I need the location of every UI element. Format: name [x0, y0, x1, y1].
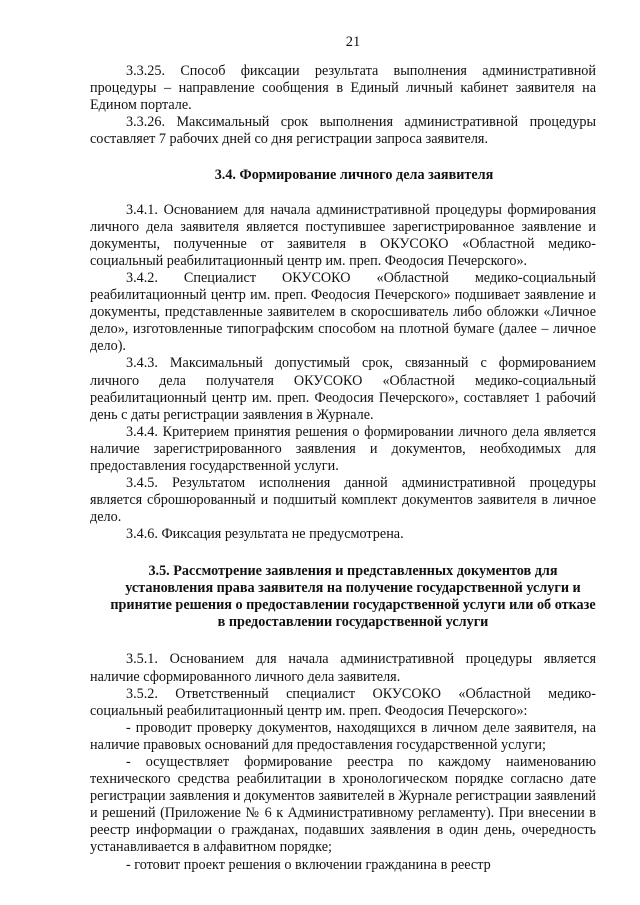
list-item-prepare-decision: - готовит проект решения о включении гражданина в реестр: [126, 856, 491, 873]
paragraph-3-4-1: 3.4.1. Основанием для начала административной процедуры формирования личного дела заявителя является поступившее зарегистрированное заявление и документы, полученные от заявителя в ОКУСОКО «Областной медико-социальный реабилитационный центр им. преп. Феодосия Печерского».: [90, 201, 596, 269]
paragraph-3-3-25: 3.3.25. Способ фиксации результата выполнения административной процедуры – направление сообщения в Единый личный кабинет заявителя на Едином портале.: [90, 63, 596, 114]
paragraph-3-4-6: 3.4.6. Фиксация результата не предусмотрена.: [126, 526, 404, 543]
list-item-form-registry: - осуществляет формирование реестра по каждому наименованию технического средства реабилитации в хронологическом порядке согласно дате регистрации заявления и документов заявителей в Журнале регистрации заявлений и решений (Приложение № 6 к Административному регламенту). При внесении в реестр информации о гражданах, подавших заявления в один день, очередность устанавливается в алфавитном порядке;: [90, 754, 596, 856]
paragraph-3-4-2: 3.4.2. Специалист ОКУСОКО «Областной медико-социальный реабилитационный центр им. преп. Феодосия Печерского» подшивает заявление и документы, представленные заявителем в скоросшиватель либо обложки «Личное дело», изготовленные типографским способом на плотной бумаге (далее – личное дело).: [90, 269, 596, 355]
paragraph-3-5-1: 3.5.1. Основанием для начала административной процедуры является наличие сформированного личного дела заявителя.: [90, 651, 596, 685]
section-heading-3-4: 3.4. Формирование личного дела заявителя: [214, 166, 494, 183]
section-heading-3-5: 3.5. Рассмотрение заявления и представленных документов для установления права заявителя на получение государственной услуги и принятие решения о предоставлении государственной услуги или об отказе в предоставлении государственной услуги: [110, 563, 596, 631]
paragraph-3-5-2: 3.5.2. Ответственный специалист ОКУСОКО «Областной медико-социальный реабилитационный центр им. преп. Феодосия Печерского»:: [90, 685, 596, 719]
paragraph-3-4-5: 3.4.5. Результатом исполнения данной административной процедуры является сброшюрованный и подшитый комплект документов заявителя в личное дело.: [90, 475, 596, 526]
document-page: [90, 34, 596, 874]
list-item-check-documents: - проводит проверку документов, находящихся в личном деле заявителя, на наличие правовых оснований для предоставления государственной услуги;: [90, 719, 596, 753]
page-number: 21: [345, 34, 361, 50]
paragraph-3-4-4: 3.4.4. Критерием принятия решения о формировании личного дела является наличие зарегистрированного заявления и документов, необходимых для предоставления государственной услуги.: [90, 423, 596, 474]
paragraph-3-4-3: 3.4.3. Максимальный допустимый срок, связанный с формированием личного дела получателя ОКУСОКО «Областной медико-социальный реабилитационный центр им. преп. Феодосия Печерского», составляет 1 рабочий день с даты регистрации заявления в Журнале.: [90, 355, 596, 423]
paragraph-3-3-26: 3.3.26. Максимальный срок выполнения административной процедуры составляет 7 рабочих дней со дня регистрации запроса заявителя.: [90, 114, 596, 148]
